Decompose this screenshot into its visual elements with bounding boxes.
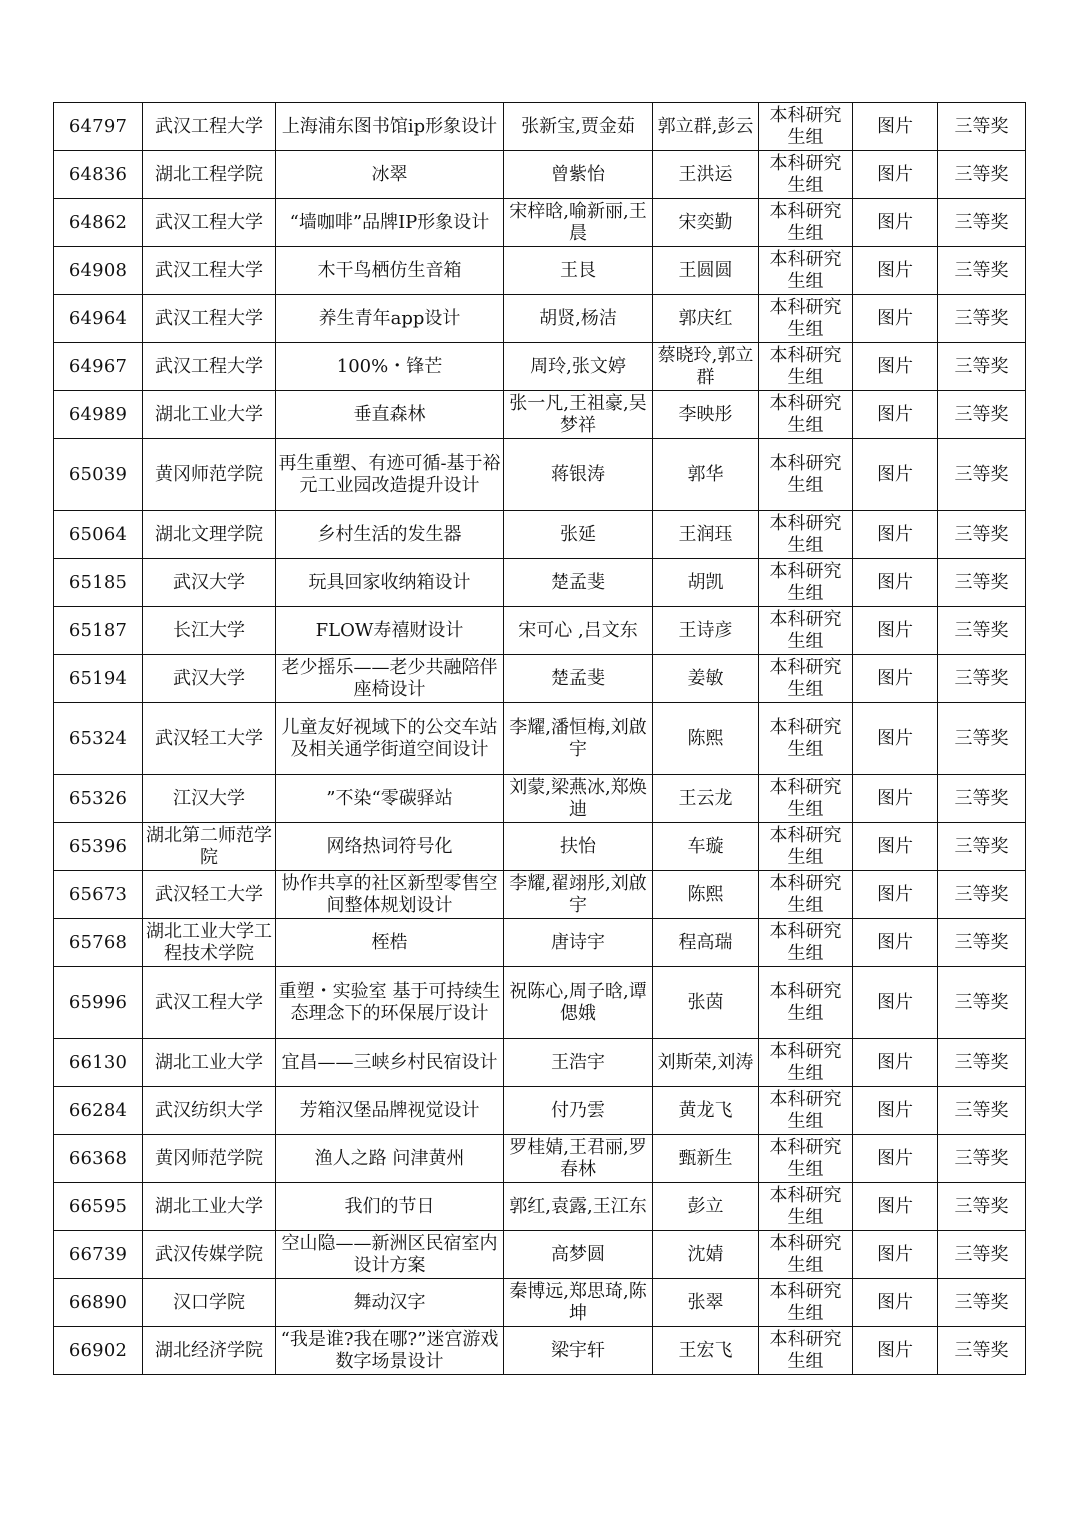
group-cell: 本科研究生组 — [759, 655, 853, 703]
work-type-cell: 图片 — [853, 1231, 938, 1279]
group-cell: 本科研究生组 — [759, 151, 853, 199]
work-title-cell: 乡村生活的发生器 — [276, 511, 504, 559]
group-cell: 本科研究生组 — [759, 1039, 853, 1087]
school-cell: 江汉大学 — [143, 775, 276, 823]
work-title-cell: 老少摇乐——老少共融陪伴座椅设计 — [276, 655, 504, 703]
school-cell: 武汉传媒学院 — [143, 1231, 276, 1279]
group-cell: 本科研究生组 — [759, 1183, 853, 1231]
table-row — [54, 1231, 1026, 1279]
award-cell: 三等奖 — [938, 967, 1026, 1039]
group-cell: 本科研究生组 — [759, 391, 853, 439]
entry-id-cell: 65673 — [54, 871, 143, 919]
award-cell: 三等奖 — [938, 343, 1026, 391]
entry-id-cell: 65187 — [54, 607, 143, 655]
work-title-cell: 网络热词符号化 — [276, 823, 504, 871]
work-type-cell: 图片 — [853, 919, 938, 967]
advisor-cell: 胡凯 — [653, 559, 759, 607]
school-cell: 武汉工程大学 — [143, 103, 276, 151]
work-type-cell: 图片 — [853, 1279, 938, 1327]
award-cell: 三等奖 — [938, 655, 1026, 703]
award-cell: 三等奖 — [938, 919, 1026, 967]
award-cell: 三等奖 — [938, 1183, 1026, 1231]
work-type-cell: 图片 — [853, 511, 938, 559]
school-cell: 武汉纺织大学 — [143, 1087, 276, 1135]
authors-cell: 蒋银涛 — [504, 439, 653, 511]
group-cell: 本科研究生组 — [759, 1087, 853, 1135]
work-type-cell: 图片 — [853, 775, 938, 823]
advisor-cell: 张翠 — [653, 1279, 759, 1327]
authors-cell: 梁宇轩 — [504, 1327, 653, 1375]
table-row — [54, 103, 1026, 151]
advisor-cell: 张茵 — [653, 967, 759, 1039]
advisor-cell: 宋奕勤 — [653, 199, 759, 247]
advisor-cell: 王润珏 — [653, 511, 759, 559]
work-type-cell: 图片 — [853, 655, 938, 703]
authors-cell: 王艮 — [504, 247, 653, 295]
school-cell: 武汉轻工大学 — [143, 871, 276, 919]
entry-id-cell: 65768 — [54, 919, 143, 967]
work-title-cell: 桎梏 — [276, 919, 504, 967]
work-type-cell: 图片 — [853, 295, 938, 343]
work-title-cell: 芳箱汉堡品牌视觉设计 — [276, 1087, 504, 1135]
advisor-cell: 沈婧 — [653, 1231, 759, 1279]
table-row — [54, 343, 1026, 391]
table-row — [54, 871, 1026, 919]
work-type-cell: 图片 — [853, 703, 938, 775]
school-cell: 长江大学 — [143, 607, 276, 655]
entry-id-cell: 65326 — [54, 775, 143, 823]
work-type-cell: 图片 — [853, 607, 938, 655]
school-cell: 武汉工程大学 — [143, 247, 276, 295]
table-row — [54, 823, 1026, 871]
authors-cell: 罗桂婧,王君丽,罗春林 — [504, 1135, 653, 1183]
authors-cell: 唐诗宇 — [504, 919, 653, 967]
entry-id-cell: 64836 — [54, 151, 143, 199]
school-cell: 黄冈师范学院 — [143, 1135, 276, 1183]
school-cell: 武汉大学 — [143, 559, 276, 607]
authors-cell: 张新宝,贾金茹 — [504, 103, 653, 151]
authors-cell: 曾紫怡 — [504, 151, 653, 199]
group-cell: 本科研究生组 — [759, 103, 853, 151]
school-cell: 武汉大学 — [143, 655, 276, 703]
entry-id-cell: 65064 — [54, 511, 143, 559]
work-title-cell: 养生青年app设计 — [276, 295, 504, 343]
entry-id-cell: 64908 — [54, 247, 143, 295]
authors-cell: 扶怡 — [504, 823, 653, 871]
work-title-cell: 宜昌——三峡乡村民宿设计 — [276, 1039, 504, 1087]
advisor-cell: 车璇 — [653, 823, 759, 871]
table-row — [54, 1135, 1026, 1183]
work-title-cell: 舞动汉字 — [276, 1279, 504, 1327]
group-cell: 本科研究生组 — [759, 247, 853, 295]
award-cell: 三等奖 — [938, 1135, 1026, 1183]
work-title-cell: ”不染“零碳驿站 — [276, 775, 504, 823]
group-cell: 本科研究生组 — [759, 823, 853, 871]
authors-cell: 祝陈心,周子晗,谭偲娥 — [504, 967, 653, 1039]
group-cell: 本科研究生组 — [759, 559, 853, 607]
work-title-cell: 上海浦东图书馆ip形象设计 — [276, 103, 504, 151]
group-cell: 本科研究生组 — [759, 1135, 853, 1183]
school-cell: 湖北工业大学 — [143, 1183, 276, 1231]
work-type-cell: 图片 — [853, 1183, 938, 1231]
entry-id-cell: 66739 — [54, 1231, 143, 1279]
entry-id-cell: 65996 — [54, 967, 143, 1039]
advisor-cell: 陈熙 — [653, 871, 759, 919]
work-type-cell: 图片 — [853, 391, 938, 439]
work-title-cell: 100%・锋芒 — [276, 343, 504, 391]
table-row — [54, 439, 1026, 511]
award-cell: 三等奖 — [938, 1087, 1026, 1135]
table-row — [54, 655, 1026, 703]
advisor-cell: 李映彤 — [653, 391, 759, 439]
table-row — [54, 919, 1026, 967]
work-title-cell: 玩具回家收纳箱设计 — [276, 559, 504, 607]
work-title-cell: 冰翠 — [276, 151, 504, 199]
authors-cell: 王浩宇 — [504, 1039, 653, 1087]
authors-cell: 刘蒙,梁燕冰,郑焕迪 — [504, 775, 653, 823]
school-cell: 湖北工业大学 — [143, 391, 276, 439]
award-cell: 三等奖 — [938, 295, 1026, 343]
table-row — [54, 1279, 1026, 1327]
advisor-cell: 郭庆红 — [653, 295, 759, 343]
work-type-cell: 图片 — [853, 103, 938, 151]
work-type-cell: 图片 — [853, 1327, 938, 1375]
table-row — [54, 559, 1026, 607]
entry-id-cell: 66902 — [54, 1327, 143, 1375]
award-cell: 三等奖 — [938, 703, 1026, 775]
entry-id-cell: 64989 — [54, 391, 143, 439]
advisor-cell: 陈熙 — [653, 703, 759, 775]
group-cell: 本科研究生组 — [759, 1231, 853, 1279]
advisor-cell: 甄新生 — [653, 1135, 759, 1183]
group-cell: 本科研究生组 — [759, 343, 853, 391]
advisor-cell: 蔡晓玲,郭立群 — [653, 343, 759, 391]
award-cell: 三等奖 — [938, 1231, 1026, 1279]
advisor-cell: 姜敏 — [653, 655, 759, 703]
award-cell: 三等奖 — [938, 1279, 1026, 1327]
advisor-cell: 黄龙飞 — [653, 1087, 759, 1135]
awards-table-body — [54, 103, 1026, 1375]
award-cell: 三等奖 — [938, 199, 1026, 247]
school-cell: 湖北工业大学工程技术学院 — [143, 919, 276, 967]
group-cell: 本科研究生组 — [759, 1279, 853, 1327]
awards-table — [53, 102, 1026, 1375]
work-title-cell: 儿童友好视域下的公交车站及相关通学街道空间设计 — [276, 703, 504, 775]
advisor-cell: 王诗彦 — [653, 607, 759, 655]
entry-id-cell: 66130 — [54, 1039, 143, 1087]
table-row — [54, 1087, 1026, 1135]
school-cell: 湖北经济学院 — [143, 1327, 276, 1375]
award-cell: 三等奖 — [938, 391, 1026, 439]
work-title-cell: 木干鸟栖仿生音箱 — [276, 247, 504, 295]
table-row — [54, 295, 1026, 343]
entry-id-cell: 66284 — [54, 1087, 143, 1135]
award-cell: 三等奖 — [938, 1327, 1026, 1375]
work-type-cell: 图片 — [853, 1039, 938, 1087]
table-row — [54, 775, 1026, 823]
work-title-cell: 垂直森林 — [276, 391, 504, 439]
school-cell: 武汉工程大学 — [143, 295, 276, 343]
table-row — [54, 391, 1026, 439]
school-cell: 武汉工程大学 — [143, 199, 276, 247]
work-type-cell: 图片 — [853, 559, 938, 607]
group-cell: 本科研究生组 — [759, 871, 853, 919]
authors-cell: 宋梓晗,喻新丽,王晨 — [504, 199, 653, 247]
work-type-cell: 图片 — [853, 823, 938, 871]
work-title-cell: FLOW寿禧财设计 — [276, 607, 504, 655]
advisor-cell: 王宏飞 — [653, 1327, 759, 1375]
entry-id-cell: 65396 — [54, 823, 143, 871]
group-cell: 本科研究生组 — [759, 439, 853, 511]
group-cell: 本科研究生组 — [759, 703, 853, 775]
group-cell: 本科研究生组 — [759, 511, 853, 559]
work-title-cell: “我是谁?我在哪?”迷宫游戏数字场景设计 — [276, 1327, 504, 1375]
school-cell: 武汉工程大学 — [143, 343, 276, 391]
work-type-cell: 图片 — [853, 247, 938, 295]
award-cell: 三等奖 — [938, 559, 1026, 607]
entry-id-cell: 65039 — [54, 439, 143, 511]
entry-id-cell: 65185 — [54, 559, 143, 607]
group-cell: 本科研究生组 — [759, 1327, 853, 1375]
authors-cell: 楚孟斐 — [504, 559, 653, 607]
table-row — [54, 199, 1026, 247]
table-row — [54, 1039, 1026, 1087]
work-title-cell: 协作共享的社区新型零售空间整体规划设计 — [276, 871, 504, 919]
award-cell: 三等奖 — [938, 439, 1026, 511]
entry-id-cell: 66368 — [54, 1135, 143, 1183]
authors-cell: 张延 — [504, 511, 653, 559]
entry-id-cell: 66890 — [54, 1279, 143, 1327]
authors-cell: 宋可心 ,吕文东 — [504, 607, 653, 655]
table-row — [54, 151, 1026, 199]
advisor-cell: 王圆圆 — [653, 247, 759, 295]
entry-id-cell: 65324 — [54, 703, 143, 775]
entry-id-cell: 65194 — [54, 655, 143, 703]
advisor-cell: 程高瑞 — [653, 919, 759, 967]
group-cell: 本科研究生组 — [759, 199, 853, 247]
work-type-cell: 图片 — [853, 1135, 938, 1183]
award-cell: 三等奖 — [938, 823, 1026, 871]
award-cell: 三等奖 — [938, 511, 1026, 559]
table-row — [54, 511, 1026, 559]
school-cell: 湖北工业大学 — [143, 1039, 276, 1087]
advisor-cell: 王洪运 — [653, 151, 759, 199]
group-cell: 本科研究生组 — [759, 607, 853, 655]
group-cell: 本科研究生组 — [759, 967, 853, 1039]
table-row — [54, 967, 1026, 1039]
authors-cell: 李耀,翟翊彤,刘啟宇 — [504, 871, 653, 919]
award-cell: 三等奖 — [938, 775, 1026, 823]
work-type-cell: 图片 — [853, 871, 938, 919]
authors-cell: 高梦圆 — [504, 1231, 653, 1279]
school-cell: 武汉工程大学 — [143, 967, 276, 1039]
entry-id-cell: 64964 — [54, 295, 143, 343]
work-type-cell: 图片 — [853, 1087, 938, 1135]
table-row — [54, 607, 1026, 655]
advisor-cell: 郭华 — [653, 439, 759, 511]
school-cell: 湖北文理学院 — [143, 511, 276, 559]
table-row — [54, 1327, 1026, 1375]
work-type-cell: 图片 — [853, 439, 938, 511]
entry-id-cell: 66595 — [54, 1183, 143, 1231]
group-cell: 本科研究生组 — [759, 295, 853, 343]
table-row — [54, 1183, 1026, 1231]
entry-id-cell: 64862 — [54, 199, 143, 247]
award-cell: 三等奖 — [938, 151, 1026, 199]
authors-cell: 张一凡,王祖豪,吴梦祥 — [504, 391, 653, 439]
school-cell: 汉口学院 — [143, 1279, 276, 1327]
work-title-cell: 重塑・实验室 基于可持续生态理念下的环保展厅设计 — [276, 967, 504, 1039]
entry-id-cell: 64967 — [54, 343, 143, 391]
award-cell: 三等奖 — [938, 871, 1026, 919]
work-type-cell: 图片 — [853, 151, 938, 199]
authors-cell: 周玲,张文婷 — [504, 343, 653, 391]
advisor-cell: 刘斯荣,刘涛 — [653, 1039, 759, 1087]
work-title-cell: 渔人之路 问津黄州 — [276, 1135, 504, 1183]
work-type-cell: 图片 — [853, 967, 938, 1039]
school-cell: 湖北第二师范学院 — [143, 823, 276, 871]
table-row — [54, 247, 1026, 295]
work-type-cell: 图片 — [853, 199, 938, 247]
work-title-cell: 空山隐——新洲区民宿室内设计方案 — [276, 1231, 504, 1279]
authors-cell: 付乃雲 — [504, 1087, 653, 1135]
award-cell: 三等奖 — [938, 103, 1026, 151]
table-row — [54, 703, 1026, 775]
group-cell: 本科研究生组 — [759, 775, 853, 823]
work-type-cell: 图片 — [853, 343, 938, 391]
authors-cell: 楚孟斐 — [504, 655, 653, 703]
authors-cell: 郭红,袁露,王江东 — [504, 1183, 653, 1231]
authors-cell: 秦博远,郑思琦,陈坤 — [504, 1279, 653, 1327]
advisor-cell: 郭立群,彭云 — [653, 103, 759, 151]
work-title-cell: “墙咖啡”品牌IP形象设计 — [276, 199, 504, 247]
work-title-cell: 我们的节日 — [276, 1183, 504, 1231]
school-cell: 武汉轻工大学 — [143, 703, 276, 775]
advisor-cell: 王云龙 — [653, 775, 759, 823]
authors-cell: 胡贤,杨洁 — [504, 295, 653, 343]
award-cell: 三等奖 — [938, 247, 1026, 295]
entry-id-cell: 64797 — [54, 103, 143, 151]
school-cell: 黄冈师范学院 — [143, 439, 276, 511]
award-cell: 三等奖 — [938, 1039, 1026, 1087]
authors-cell: 李耀,潘恒梅,刘啟宇 — [504, 703, 653, 775]
group-cell: 本科研究生组 — [759, 919, 853, 967]
school-cell: 湖北工程学院 — [143, 151, 276, 199]
advisor-cell: 彭立 — [653, 1183, 759, 1231]
award-cell: 三等奖 — [938, 607, 1026, 655]
work-title-cell: 再生重塑、有迹可循-基于裕元工业园改造提升设计 — [276, 439, 504, 511]
